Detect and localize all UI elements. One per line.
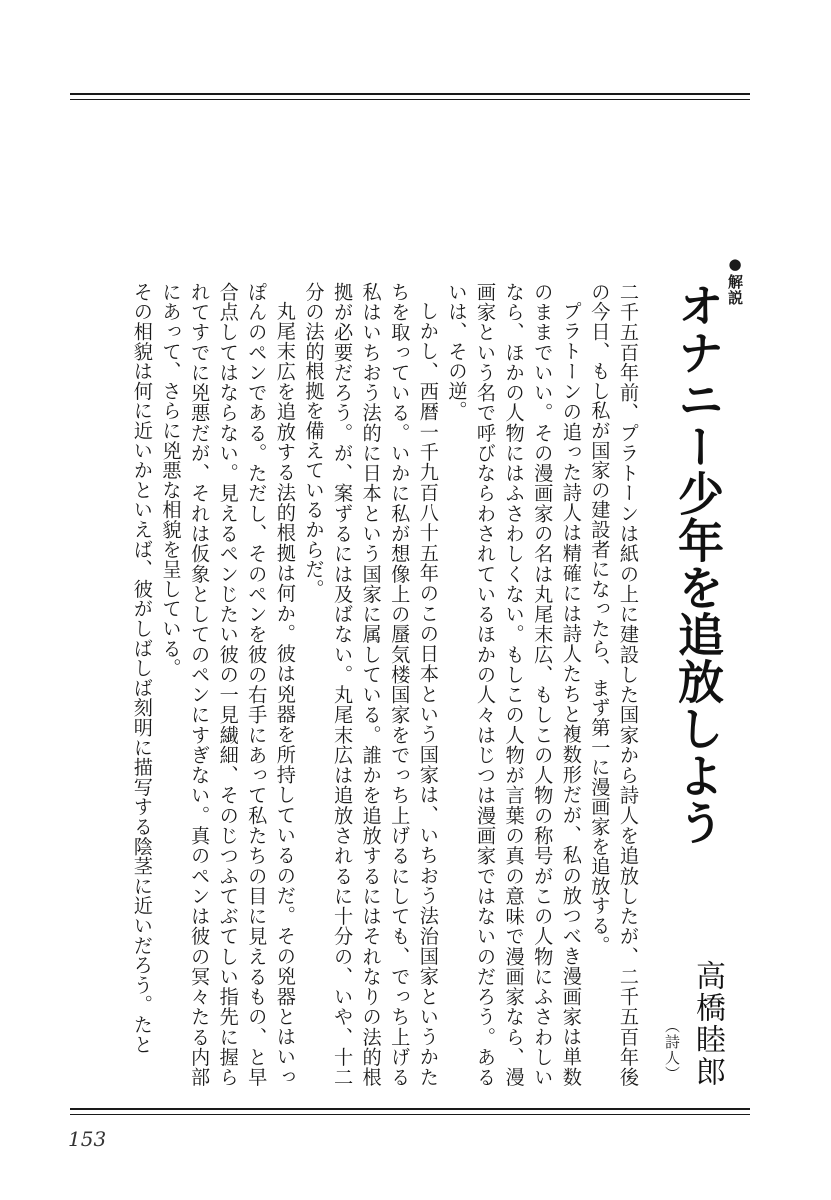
author-affiliation: （詩人） [663, 1018, 681, 1082]
article-body [62, 282, 642, 1087]
bottom-rule [70, 1108, 750, 1115]
paragraph: 丸尾末広を追放する法的根拠は何か。彼は兇器を所持しているのだ。その兇器とはいっぽんのペンである。ただし、そのペンを彼の右手にあって私たちの目に見えるもの、と早合点してはならない。見えるペンじたい彼の一見繊細、そのじつふてぶてしい指先に握られてすでに兇悪だが、それは仮象としてのペンにすぎない。真のペンは彼の冥々たる内部にあって、さらに兇悪な相貌を呈している。 [159, 282, 297, 1087]
paragraph: 二千五百年前、プラトーンは紙の上に建設した国家から詩人を追放したが、二千五百年後の今日、もし私が国家の建設者になったら、まず第一に漫画家を追放する。 [588, 282, 640, 1087]
paragraph: その相貌は何に近いかといえば、彼がしばしば刻明に描写する陰茎に近いだろう。たと [130, 282, 154, 1055]
page-number: 153 [68, 1127, 107, 1151]
paragraph: しかし、西暦一千九百八十五年のこの日本という国家は、いちおう法治国家というかたちを取っている。いかに私が想像上の蜃気楼国家をでっち上げるにしても、でっち上げる私はいちおう法的に日本という国家に属している。誰かを追放するにはそれなりの法的根拠が必要だろう。が、案ずるには及ばない。丸尾末広は追放されるに十分の、いや、十二分の法的根拠を備えているからだ。 [302, 282, 440, 1087]
author-name: 高橋睦郎 [690, 960, 725, 1088]
top-rule [70, 93, 750, 100]
section-label: ●解説 [726, 255, 744, 306]
article-title: オナニー少年を追放しよう [671, 282, 725, 846]
paragraph: プラトーンの追った詩人は精確には詩人たちと複数形だが、私の放つべき漫画家は単数のままでいい。その漫画家の名は丸尾末広、もしこの人物の称号がこの人物にふさわしいなら、ほかの人物にはふさわしくない。もしこの人物が言葉の真の意味で漫画家なら、漫画家という名で呼びならわされているほかの人々はじつは漫画家ではないのだろう。あるいは、その逆。 [445, 282, 583, 1087]
